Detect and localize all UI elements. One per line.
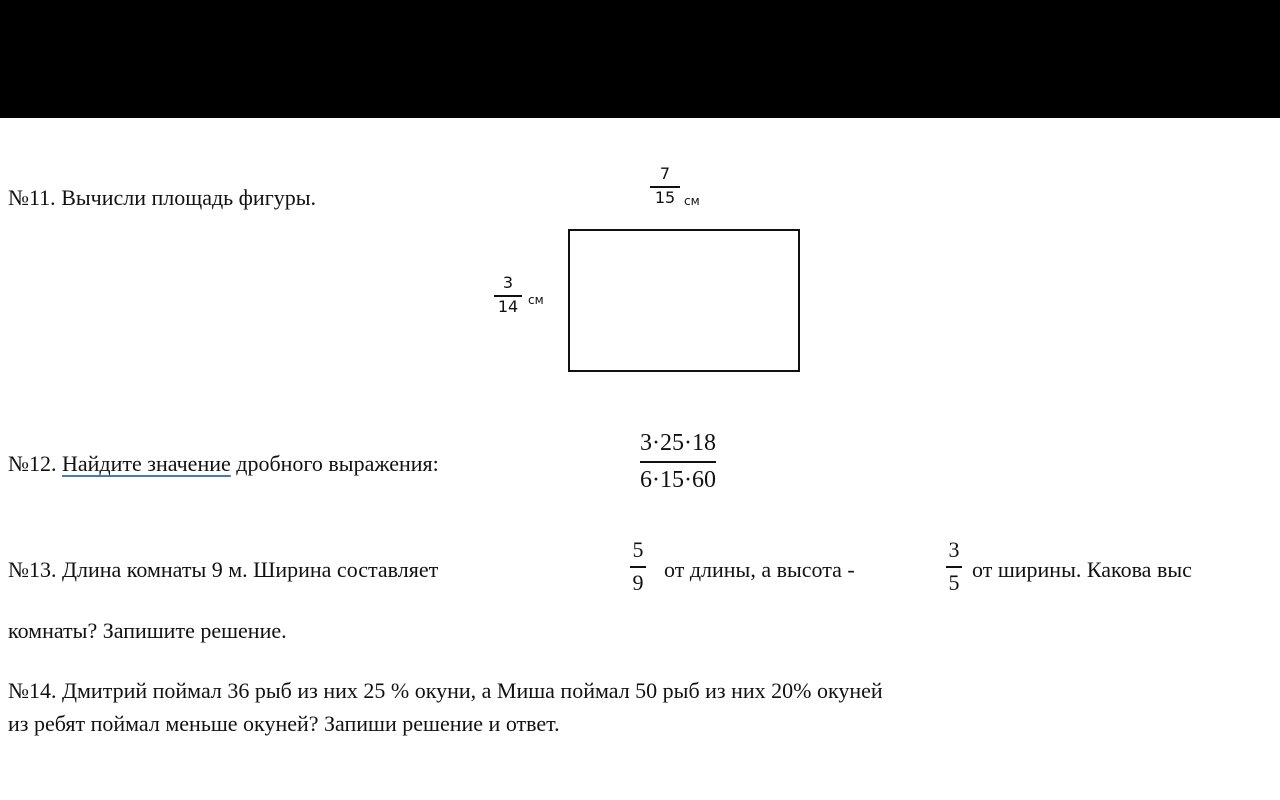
problem-12-heading <box>8 453 439 475</box>
problem-13-fraction-1-numerator: 5 <box>632 537 644 562</box>
problem-11-heading <box>8 187 316 209</box>
problem-12-text: дробного выражения: <box>236 451 439 476</box>
problem-13-text-b: от длины, а высота - <box>664 557 855 582</box>
problem-12-denominator: 6·15·60 <box>640 466 716 493</box>
top-side-denominator: 15 <box>654 187 676 207</box>
problem-13-fraction-2-numerator: 3 <box>948 537 960 562</box>
problem-13-fraction-2-denominator: 5 <box>948 569 960 595</box>
top-side-numerator: 7 <box>659 164 671 183</box>
problem-12-numerator: 3·25·18 <box>640 430 716 456</box>
top-side-unit: см <box>684 194 700 208</box>
problem-11-text: Вычисли площадь фигуры. <box>61 185 317 210</box>
problem-13-fraction-2 <box>946 539 962 594</box>
left-side-unit: см <box>528 293 544 307</box>
problem-11-number: №11. <box>8 185 56 210</box>
left-side-numerator: 3 <box>502 273 514 292</box>
problem-14-line-2: из ребят поймал меньше окуней? Запиши решение и ответ. <box>8 711 560 736</box>
problem-14-text-1: Дмитрий поймал 36 рыб из них 25 % окуни, а Миша поймал 50 рыб из них 20% окуней <box>62 678 883 703</box>
top-side-fraction <box>650 166 680 206</box>
left-side-fraction <box>494 275 522 315</box>
problem-13-text-a: Длина комнаты 9 м. Ширина составляет <box>62 557 439 582</box>
problem-13-number: №13. <box>8 557 57 582</box>
problem-12-number: №12. <box>8 451 57 476</box>
problem-14-number: №14. <box>8 678 57 703</box>
rectangle-figure <box>568 229 800 372</box>
left-side-denominator: 14 <box>497 296 519 316</box>
problem-13-fraction-1-denominator: 9 <box>632 569 644 595</box>
problem-13-fraction-1 <box>630 539 646 594</box>
top-black-bar <box>0 0 1280 118</box>
problem-13-text-c: от ширины. Какова выс <box>972 557 1192 582</box>
problem-13-line-2: комнаты? Запишите решение. <box>8 618 287 643</box>
problem-13-part-a <box>8 559 438 581</box>
problem-12-fraction <box>640 431 716 492</box>
problem-14-line-1 <box>8 680 883 702</box>
problem-12-underlined-text: Найдите значение <box>62 451 231 476</box>
